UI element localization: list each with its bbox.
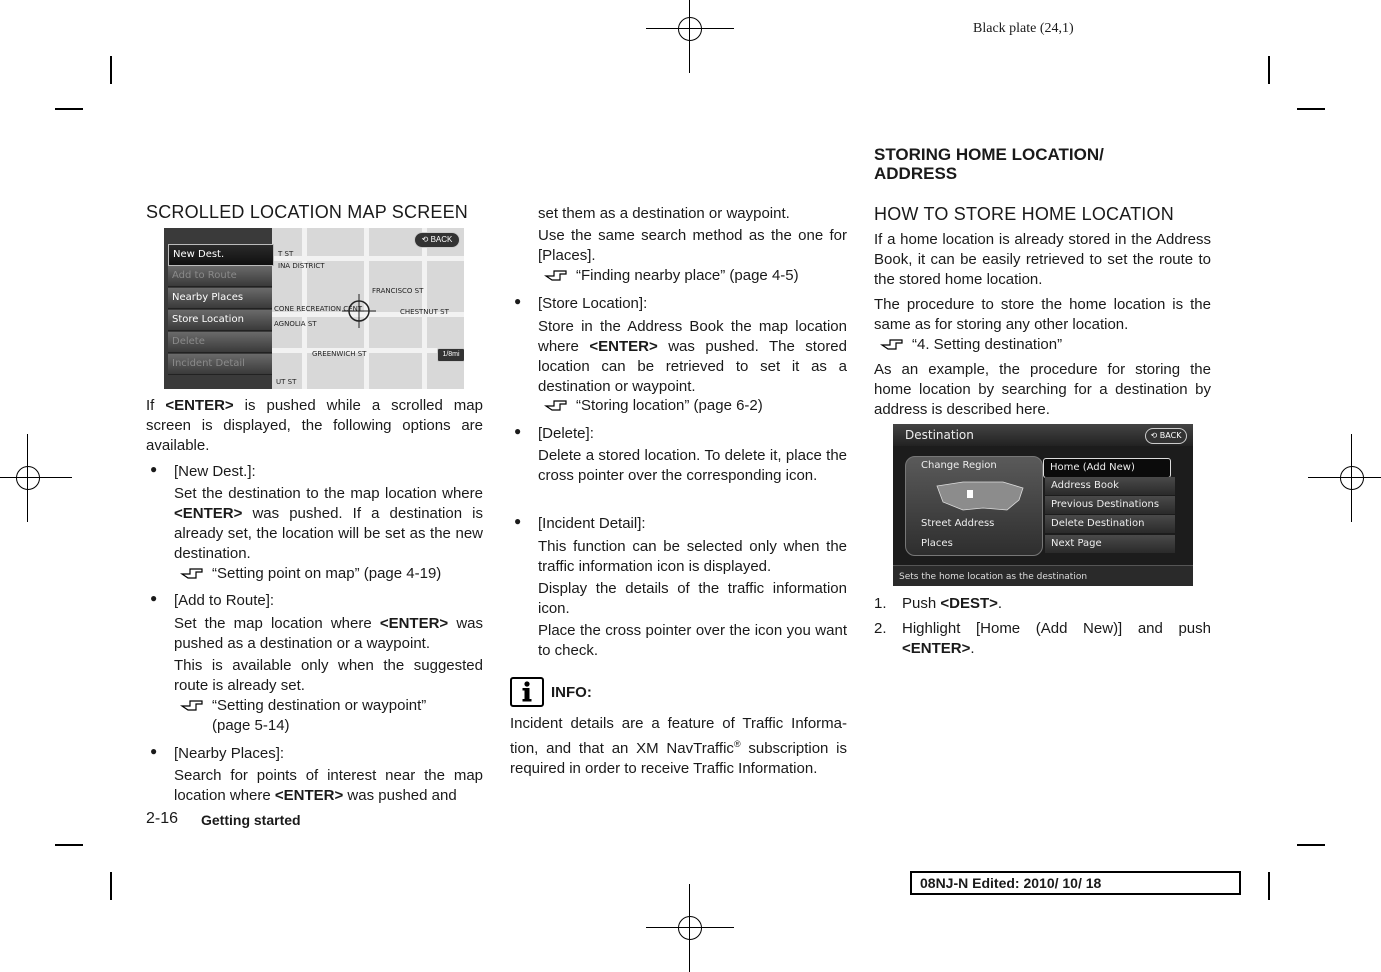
step-1: Push <DEST>. bbox=[902, 595, 1003, 612]
map-street-label: AGNOLIA ST bbox=[274, 320, 317, 328]
option-body-incident-1: This function can be selected only when the traffic information icon is displayed. bbox=[538, 538, 847, 575]
bullet-icon: ● bbox=[514, 514, 522, 528]
registration-mark-left bbox=[6, 456, 50, 500]
map-street-label: FRANCISCO ST bbox=[372, 287, 424, 295]
reference-store-location: “Storing location” (page 6-2) bbox=[544, 396, 763, 416]
hand-pointer-icon bbox=[880, 336, 906, 352]
nearby-method: Use the same search method as the one for [Places]. bbox=[538, 227, 847, 264]
reference-nearby: “Finding nearby place” (page 4-5) bbox=[544, 266, 799, 286]
paragraph-home-stored: If a home location is already stored in the Address Book, it can be easily retrieved to set the route to the stored home location. bbox=[874, 231, 1211, 288]
option-label-new-dest: [New Dest.]: bbox=[174, 463, 256, 480]
change-region-button[interactable]: Change Region bbox=[921, 460, 997, 471]
option-body-delete: Delete a stored location. To delete it, place the cross pointer over the corresponding icon. bbox=[538, 447, 847, 484]
reference-page-add-to-route: (page 5-14) bbox=[212, 717, 290, 734]
paragraph-example: As an example, the procedure for storing the home location by searching for a destination by address is described here. bbox=[874, 361, 1211, 418]
option-body-incident-2: Display the details of the traffic information icon. bbox=[538, 580, 847, 617]
reference-setting-destination: “4. Setting destination” bbox=[880, 335, 1062, 355]
hand-pointer-icon bbox=[544, 397, 570, 413]
next-page-button[interactable]: Next Page bbox=[1045, 535, 1175, 553]
screen-title: Destination bbox=[905, 428, 974, 442]
step-2: Highlight [Home (Add New)] and push <ENTER>. bbox=[902, 620, 1211, 657]
us-map-icon bbox=[933, 476, 1033, 516]
option-label-nearby-places: [Nearby Places]: bbox=[174, 745, 285, 762]
map-street-label: CONE RECREATION CENT bbox=[274, 305, 363, 313]
map-street-label: T ST bbox=[278, 250, 294, 258]
reference-add-to-route: “Setting destination or waypoint” bbox=[180, 696, 426, 716]
map-street-label: INA DISTRICT bbox=[278, 262, 325, 270]
map-street-label: CHESTNUT ST bbox=[400, 308, 449, 316]
menu-delete[interactable]: Delete bbox=[168, 332, 272, 353]
page-number: 2-16 bbox=[146, 810, 179, 827]
option-body-add-to-route: Set the map location where <ENTER> was pushed as a destination or a waypoint. bbox=[174, 615, 483, 652]
hand-pointer-icon bbox=[544, 267, 570, 283]
edition-footer: 08NJ-N Edited: 2010/ 10/ 18 bbox=[910, 871, 1241, 895]
option-body-store-location: Store in the Address Book the map location where <ENTER> was pushed. The stored location can be retrieved to set it as a destination or waypoint. bbox=[538, 318, 847, 395]
hand-pointer-icon bbox=[180, 697, 206, 713]
screen-status: Sets the home location as the destination bbox=[899, 572, 1088, 582]
delete-destination-button[interactable]: Delete Destination bbox=[1045, 515, 1175, 533]
section-heading-line1: STORING HOME LOCATION/ bbox=[874, 145, 1104, 164]
map-scale: 1/8mi bbox=[437, 348, 464, 362]
nearby-continued: set them as a destination or waypoint. bbox=[538, 205, 790, 222]
cross-pointer-icon bbox=[342, 294, 376, 328]
bullet-icon: ● bbox=[514, 424, 522, 438]
bullet-icon: ● bbox=[150, 462, 158, 476]
option-body-new-dest: Set the destination to the map location where <ENTER> was pushed. If a destination is already set, the location will be set as the new destination. bbox=[174, 485, 483, 562]
bullet-icon: ● bbox=[514, 294, 522, 308]
bullet-icon: ● bbox=[150, 744, 158, 758]
registration-mark-bottom bbox=[668, 906, 712, 950]
menu-incident-detail[interactable]: Incident Detail bbox=[168, 354, 272, 375]
info-body: Incident details are a feature of Traffic Informa-tion, and that an XM NavTraffic® subscription is required in order to receive Traffic Information. bbox=[510, 715, 847, 777]
info-title: INFO: bbox=[551, 684, 592, 701]
paragraph-procedure: The procedure to store the home location is the same as for storing any other location. bbox=[874, 296, 1211, 333]
info-icon bbox=[510, 677, 544, 707]
section-heading-line2: ADDRESS bbox=[874, 164, 958, 183]
hand-pointer-icon bbox=[180, 565, 206, 581]
option-note-add-to-route: This is available only when the suggested route is already set. bbox=[174, 657, 483, 694]
step-2-number: 2. bbox=[874, 620, 887, 637]
option-label-add-to-route: [Add to Route]: bbox=[174, 592, 275, 609]
subheading-store-home: HOW TO STORE HOME LOCATION bbox=[874, 204, 1174, 224]
scrolled-map-screenshot bbox=[164, 228, 464, 389]
address-book-button[interactable]: Address Book bbox=[1045, 477, 1175, 495]
back-button[interactable]: ⟲ BACK bbox=[1145, 428, 1187, 444]
map-area bbox=[272, 228, 464, 389]
registration-mark-top bbox=[668, 7, 712, 51]
bullet-icon: ● bbox=[150, 591, 158, 605]
page-section: Getting started bbox=[201, 812, 301, 828]
previous-destinations-button[interactable]: Previous Destinations bbox=[1045, 496, 1175, 514]
menu-store-location[interactable]: Store Location bbox=[168, 310, 272, 331]
back-button[interactable]: ⟲ BACK bbox=[414, 232, 460, 248]
option-label-incident-detail: [Incident Detail]: bbox=[538, 515, 646, 532]
destination-screenshot bbox=[893, 424, 1193, 586]
street-address-button[interactable]: Street Address bbox=[921, 518, 995, 529]
map-street-label: GREENWICH ST bbox=[312, 350, 367, 358]
option-body-nearby-places: Search for points of interest near the map location where <ENTER> was pushed and bbox=[174, 767, 483, 804]
home-add-new-button[interactable]: Home (Add New) bbox=[1043, 458, 1171, 478]
menu-add-to-route[interactable]: Add to Route bbox=[168, 266, 272, 287]
reference-new-dest: “Setting point on map” (page 4-19) bbox=[180, 564, 441, 584]
step-1-number: 1. bbox=[874, 595, 887, 612]
menu-new-dest[interactable]: New Dest. bbox=[168, 244, 274, 266]
places-button[interactable]: Places bbox=[921, 538, 953, 549]
plate-label: Black plate (24,1) bbox=[973, 21, 1074, 36]
option-label-store-location: [Store Location]: bbox=[538, 295, 648, 312]
map-street-label: UT ST bbox=[276, 378, 297, 386]
option-body-incident-3: Place the cross pointer over the icon you want to check. bbox=[538, 622, 847, 659]
menu-nearby-places[interactable]: Nearby Places bbox=[168, 288, 272, 309]
intro-paragraph: If <ENTER> is pushed while a scrolled map screen is displayed, the following options are available. bbox=[146, 397, 483, 454]
option-label-delete: [Delete]: bbox=[538, 425, 594, 442]
section-heading-scrolled-map: SCROLLED LOCATION MAP SCREEN bbox=[146, 202, 469, 222]
registration-mark-right bbox=[1330, 456, 1374, 500]
